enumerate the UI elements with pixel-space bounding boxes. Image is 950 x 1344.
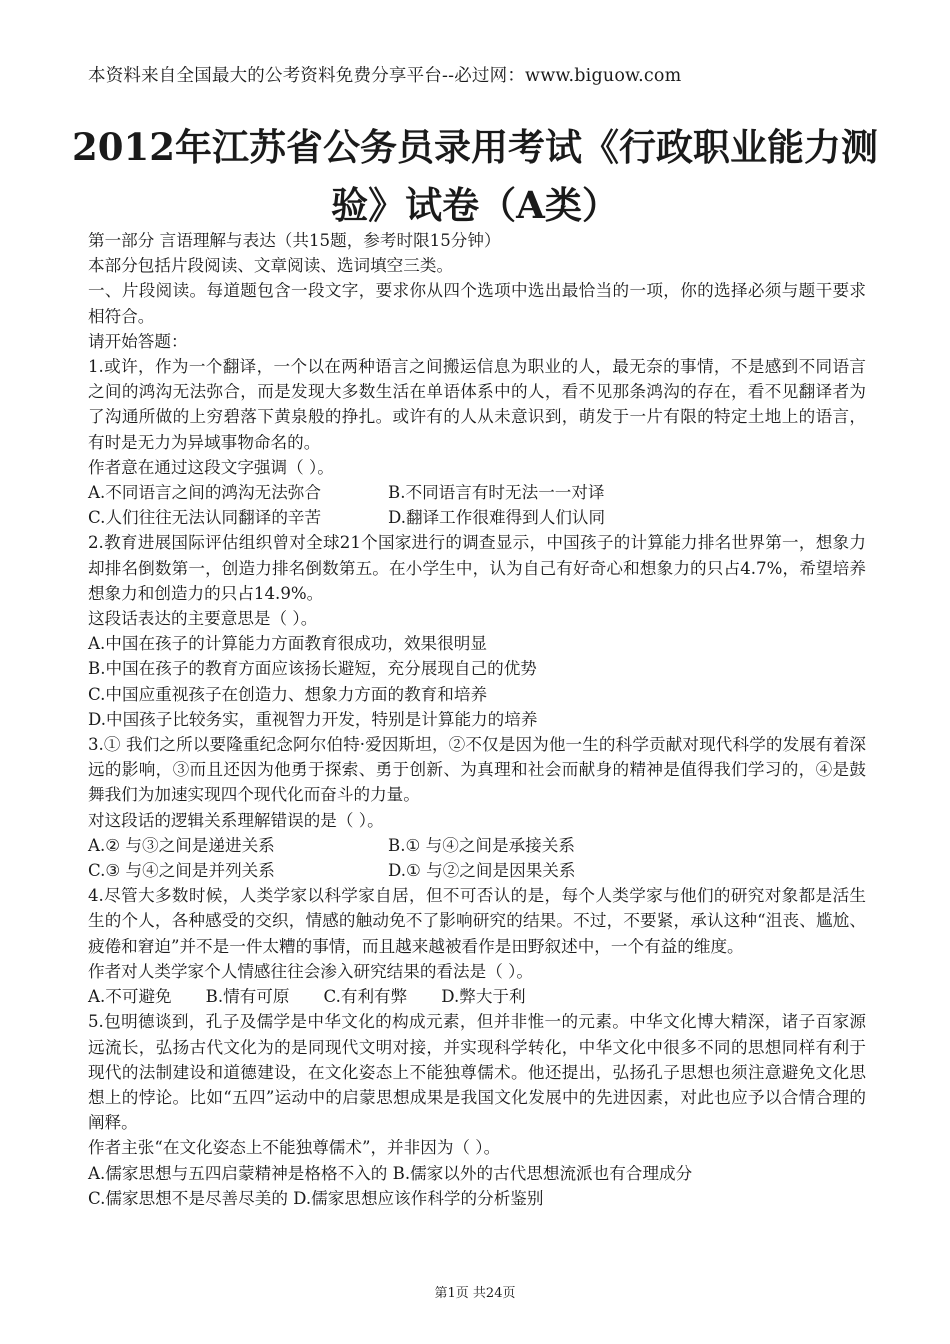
option-3d: D.① 与②之间是因果关系 xyxy=(388,861,576,881)
option-2a: A.中国在孩子的计算能力方面教育很成功，效果很明显 xyxy=(88,634,487,654)
option-4b: B.情有可原 xyxy=(205,987,290,1007)
document-title xyxy=(60,118,890,234)
question-5-options-row-2: C.儒家思想不是尽善尽美的 D.儒家思想应该作科学的分析鉴别 xyxy=(88,1188,544,1208)
option-1b: B.不同语言有时无法一一对译 xyxy=(388,483,605,503)
question-1-options-row-1 xyxy=(88,480,866,505)
option-3a: A.② 与③之间是递进关系 xyxy=(88,835,275,855)
document-body xyxy=(88,228,866,1211)
option-1d: D.翻译工作很难得到人们认同 xyxy=(388,508,606,528)
start-prompt: 请开始答题： xyxy=(88,331,188,351)
option-4d: D.弊大于利 xyxy=(441,987,526,1007)
option-2d: D.中国孩子比较务实，重视智力开发，特别是计算能力的培养 xyxy=(88,709,538,729)
option-2b: B.中国在孩子的教育方面应该扬长避短，充分展现自己的优势 xyxy=(88,659,537,679)
question-5-passage: 5.包明德谈到，孔子及儒学是中华文化的构成元素，但并非惟一的元素。中华文化博大精深，诸子百家源远流长，弘扬古代文化为的是同现代文明对接，并实现科学转化，中华文化中很多不同的思想同样有利于现代的法制建设和道德建设，在文化姿态上不能独尊儒术。他还提出，弘扬孔子思想也须注意避免文化思想上的悖论。比如“五四”运动中的启蒙思想成果是我国文化发展中的先进因素，对此也应予以合情合理的阐释。 xyxy=(88,1012,866,1133)
option-4c: C.有利有弊 xyxy=(323,987,408,1007)
title-line-2: 验》试卷（A类） xyxy=(331,183,619,227)
question-1-stem: 作者意在通过这段文字强调（ ）。 xyxy=(88,457,334,477)
question-3-stem: 对这段话的逻辑关系理解错误的是（ ）。 xyxy=(88,810,384,830)
source-note: 本资料来自全国最大的公考资料免费分享平台--必过网：www.biguow.com xyxy=(88,66,682,86)
question-1-passage: 1.或许，作为一个翻译，一个以在两种语言之间搬运信息为职业的人，最无奈的事情，不是感到不同语言之间的鸿沟无法弥合，而是发现大多数生活在单语体系中的人，看不见那条鸿沟的存在，看不见翻译者为了沟通所做的上穷碧落下黄泉般的挣扎。或许有的人从未意识到，萌发于一片有限的特定土地上的语言，有时是无力为异域事物命名的。 xyxy=(88,357,866,452)
question-3-options-row-1 xyxy=(88,833,866,858)
option-3b: B.① 与④之间是承接关系 xyxy=(388,835,575,855)
question-3-passage: 3.① 我们之所以要隆重纪念阿尔伯特·爱因斯坦，②不仅是因为他一生的科学贡献对现代科学的发展有着深远的影响，③而且还因为他勇于探索、勇于创新、为真理和社会而献身的精神是值得我们学习的，④是鼓舞我们为加速实现四个现代化而奋斗的力量。 xyxy=(88,735,866,805)
option-2c: C.中国应重视孩子在创造力、想象力方面的教育和培养 xyxy=(88,684,488,704)
question-1-options-row-2 xyxy=(88,505,866,530)
option-1a: A.不同语言之间的鸿沟无法弥合 xyxy=(88,483,321,503)
question-3-options-row-2 xyxy=(88,858,866,883)
question-5-options-row-1: A.儒家思想与五四启蒙精神是格格不入的 B.儒家以外的古代思想流派也有合理成分 xyxy=(88,1163,693,1183)
option-4a: A.不可避免 xyxy=(88,987,172,1007)
option-1c: C.人们往往无法认同翻译的辛苦 xyxy=(88,508,322,528)
question-4-options xyxy=(88,984,866,1009)
question-5-stem: 作者主张“在文化姿态上不能独尊儒术”，并非因为（ ）。 xyxy=(88,1138,501,1158)
option-3c: C.③ 与④之间是并列关系 xyxy=(88,861,275,881)
section-instruction: 一、片段阅读。每道题包含一段文字，要求你从四个选项中选出最恰当的一项，你的选择必须与题干要求相符合。 xyxy=(88,281,866,326)
question-2-stem: 这段话表达的主要意思是（ ）。 xyxy=(88,609,318,629)
part-scope: 本部分包括片段阅读、文章阅读、选词填空三类。 xyxy=(88,256,454,276)
part-heading: 第一部分 言语理解与表达（共15题，参考时限15分钟） xyxy=(88,231,501,250)
question-2-passage: 2.教育进展国际评估组织曾对全球21个国家进行的调查显示，中国孩子的计算能力排名世界第一，想象力却排名倒数第一，创造力排名倒数第五。在小学生中，认为自己有好奇心和想象力的只占4.7%，希望培养想象力和创造力的只占14.9%。 xyxy=(88,533,866,603)
question-4-stem: 作者对人类学家个人情感往往会渗入研究结果的看法是（ ）。 xyxy=(88,961,534,981)
page-number: 第1页 共24页 xyxy=(434,1286,516,1301)
question-4-passage: 4.尽管大多数时候，人类学家以科学家自居，但不可否认的是，每个人类学家与他们的研究对象都是活生生的个人，各种感受的交织，情感的触动免不了影响研究的结果。不过，不要紧，承认这种“沮丧、尴尬、疲倦和窘迫”并不是一件太糟的事情，而且越来越被看作是田野叙述中，一个有益的维度。 xyxy=(88,886,866,956)
title-line-1: 2012年江苏省公务员录用考试《行政职业能力测 xyxy=(72,125,878,169)
